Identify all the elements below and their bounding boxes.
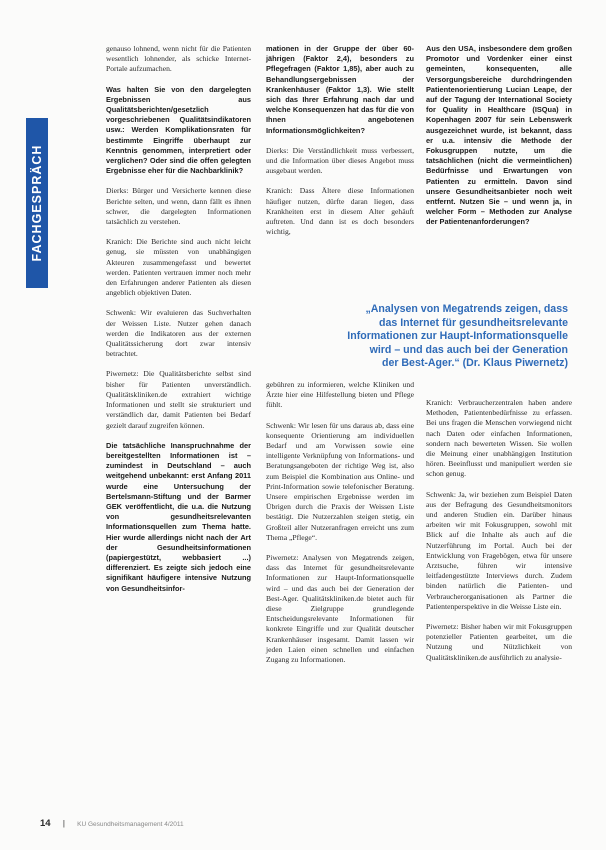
paragraph: Piwernetz: Analysen von Megatrends zeigen, dass das Internet für gesundheitsrelevante Informationen zur Haupt-Informationsquelle wird – und das auch bei der Generation der Best-Ager. Qualitätskliniken.de bietet auch für diese Zielgruppe grundlegende Entscheidungsrelevante Informationen für konkrete Eingriffe und zur Qualität deutscher Krankenhäuser insgesamt. Damit lassen wir jeden Laien einen schnellen und einfachen Zugang zu Informationen. [266,553,414,665]
paragraph: Schwenk: Wir evaluieren das Suchverhalten der Weissen Liste. Nutzer gehen danach werden die Indikatoren aus der externen Qualitätssicherung dort zwar intensiv betrachtet. [106,308,251,359]
interview-question: Die tatsächliche Inanspruchnahme der bereitgestellten Informationen ist – zumindest in Deutschland – auch weitgehend unbekannt: erst Anfang 2011 wurde eine Untersuchung der Bertelsmann-Stiftung und der Barmer GEK veröffentlicht, die u.a. die Nutzung von gesundheitsrelevanten Informationsquellen zum Thema hatte. Hier wurde allerdings nicht nach der Art der Gesundheitsinformationen (papiergestützt, webbasiert ...) differenziert. Es zeigte sich jedoch eine signifikant häufigere intensive Nutzung von Gesundheitsinfor- [106,440,251,593]
paragraph: Schwenk: Wir lesen für uns daraus ab, dass eine konsequente Orientierung am individuellen Bedarf und am Vorwissen sowie eine intelligente Verknüpfung von Informations- und Beratungsangeboten der richtige Weg ist, also zum Beispiel die Kombination aus Online- und Print-Information sowie telefonischer Beratung. Unsere empirischen Ergebnisse werden im Übrigen durch die Praxis der Weissen Liste bestätigt. Die Nutzerzahlen steigen stetig, ein Großteil aller Nutzeranfragen erreicht uns zum Thema „Pflege“. [266,420,414,542]
page-footer [40,818,184,829]
paragraph: Piwernetz: Bisher haben wir mit Fokusgruppen potenzieller Patienten gearbeitet, um die Nutzung und Nützlichkeit von Qualitätskliniken.de ausführlich zu analysie- [426,622,572,662]
interview-question: mationen in der Gruppe der über 60-jährigen (Faktor 2,4), besonders zu Pflegefragen (Faktor 1,85), aber auch zu Behandlungsergebnissen der Krankenhäuser (Faktor 1,3). Wie stellt sich das Ihrer Erfahrung nach dar und welche Konsequenzen hat das für die von Ihnen angebotenen Informationsmöglichkeiten? [266,44,414,135]
footer-separator: | [62,819,65,828]
section-tab [26,118,48,288]
paragraph: gebühren zu informieren, welche Kliniken und Ärzte hier eine Hilfestellung bieten und Pflege fühlt. [266,380,414,410]
paragraph: Schwenk: Ja, wir beziehen zum Beispiel Daten aus der Befragung des Gesundheitsmonitors und anderen Studien ein. Darüber hinaus arbeiten wir mit Fokusgruppen, sowohl mit Blick auf die Inhalte als auch auf die Nutzerführung im Portal. Auch bei der Entwicklung von Fragebögen, etwa für unsere Arztsuche, führen wir intensive leitfadengestützte Interviews durch. Zudem binden natürlich die Patienten- und Verbraucherorganisationen als Partner die Patientenperspektive in die Weisse Liste ein. [426,489,572,611]
paragraph: Dierks: Bürger und Versicherte kennen diese Berichte selten, und wenn, dann fällt es ihnen schwer, die dargelegten Informationen tatsächlich zu verstehen. [106,186,251,227]
pull-quote-line: das Internet für gesundheitsrelevante [379,316,568,329]
paragraph: Kranich: Dass Ältere diese Informationen häufiger nutzen, dürfte daran liegen, dass Krankheiten erst in diesem Alter gehäuft auftreten. Und dann ist es doch besonders wichtig, [266,186,414,237]
column-3 [426,44,572,238]
interview-question: Was halten Sie von den dargelegten Ergebnissen aus Qualitätsberichten/gesetzlich vorgeschriebenen Qualitätsindikatoren usw.: Werden Komplikationsraten für bestimmte Eingriffe überhaupt zur Kenntnis genommen, interpretiert oder verglichen? Oder sind die offen gelegten Ergebnisse eher für die Nachbarklinik? [106,84,251,176]
paragraph: Kranich: Die Berichte sind auch nicht leicht genug, sie müssten von unabhängigen Akteuren zusammengefasst und bewertet werden. Patienten vertrauen immer noch mehr den Erfahrungen anderer Patienten als diesen angeblich objektiven Daten. [106,237,251,298]
paragraph: Piwernetz: Die Qualitätsberichte selbst sind bisher für Patienten unverständlich. Qualitätskliniken.de extrahiert wichtige Informationen und stellt sie strukturiert und verständlich dar, damit Patienten bei Bedarf gezielt darauf zugreifen können. [106,369,251,430]
pull-quote-line: der Best-Ager.“ (Dr. Klaus Piwernetz) [381,357,568,369]
column-2 [266,44,414,247]
pull-quote-line: Informationen zur Haupt-Informationsquelle [347,330,568,342]
paragraph: Kranich: Verbraucherzentralen haben andere Methoden, Patientenbedürfnisse zu erfassen. Bei uns fragen die Menschen vorwiegend nicht nach Daten oder einfachen Informationen, sondern nach bewerteten Wissen. Sie wollen die Meinung einer unabhängigen Institution hören. Beeinflusst und manipuliert werden sie schon genug. [426,398,572,479]
page-number: 14 [40,818,51,829]
interview-question: Aus den USA, insbesondere dem großen Promotor und Vordenker einer einst gemeinten, konsequenten, alle Versorgungsbereiche durchdringenden Patientenorientierung Lucian Leape, der auf der Tagung der International Society for Quality in Healthcare (ISQua) in Kopenhagen 2007 für sein Lebenswerk ausgezeichnet wurde, ist bekannt, dass er u.a. intensiv die Methode der Fokusgruppen nutzte, um die tatsächlichen (nicht die vermeintlichen) Bedürfnisse und Erwartungen von Patienten zu ermitteln. Davon sind unsere Gesundheitsanbieter noch weit entfernt. Nutzen Sie – und wenn ja, in welcher Form – Methoden zur Analyse der Patientenanforderungen? [426,44,572,227]
column-3-continued [426,398,572,673]
column-2-continued [266,380,414,675]
paragraph: Dierks: Die Verständlichkeit muss verbessert, und die Information über dieses Angebot muss ausgebaut werden. [266,145,414,176]
column-1 [106,44,251,604]
section-label: FACHGESPRÄCH [30,144,44,262]
pull-quote-line: „Analysen von Megatrends zeigen, dass [365,303,568,315]
paragraph: genauso lohnend, wenn nicht für die Patienten wesentlich lohnender, als schicke Internet-Portale aufzumachen. [106,44,251,74]
pull-quote-line: wird – und das auch bei der Generation [369,343,568,356]
pull-quote [330,303,568,371]
magazine-title: KU Gesundheitsmanagement 4/2011 [77,821,184,828]
